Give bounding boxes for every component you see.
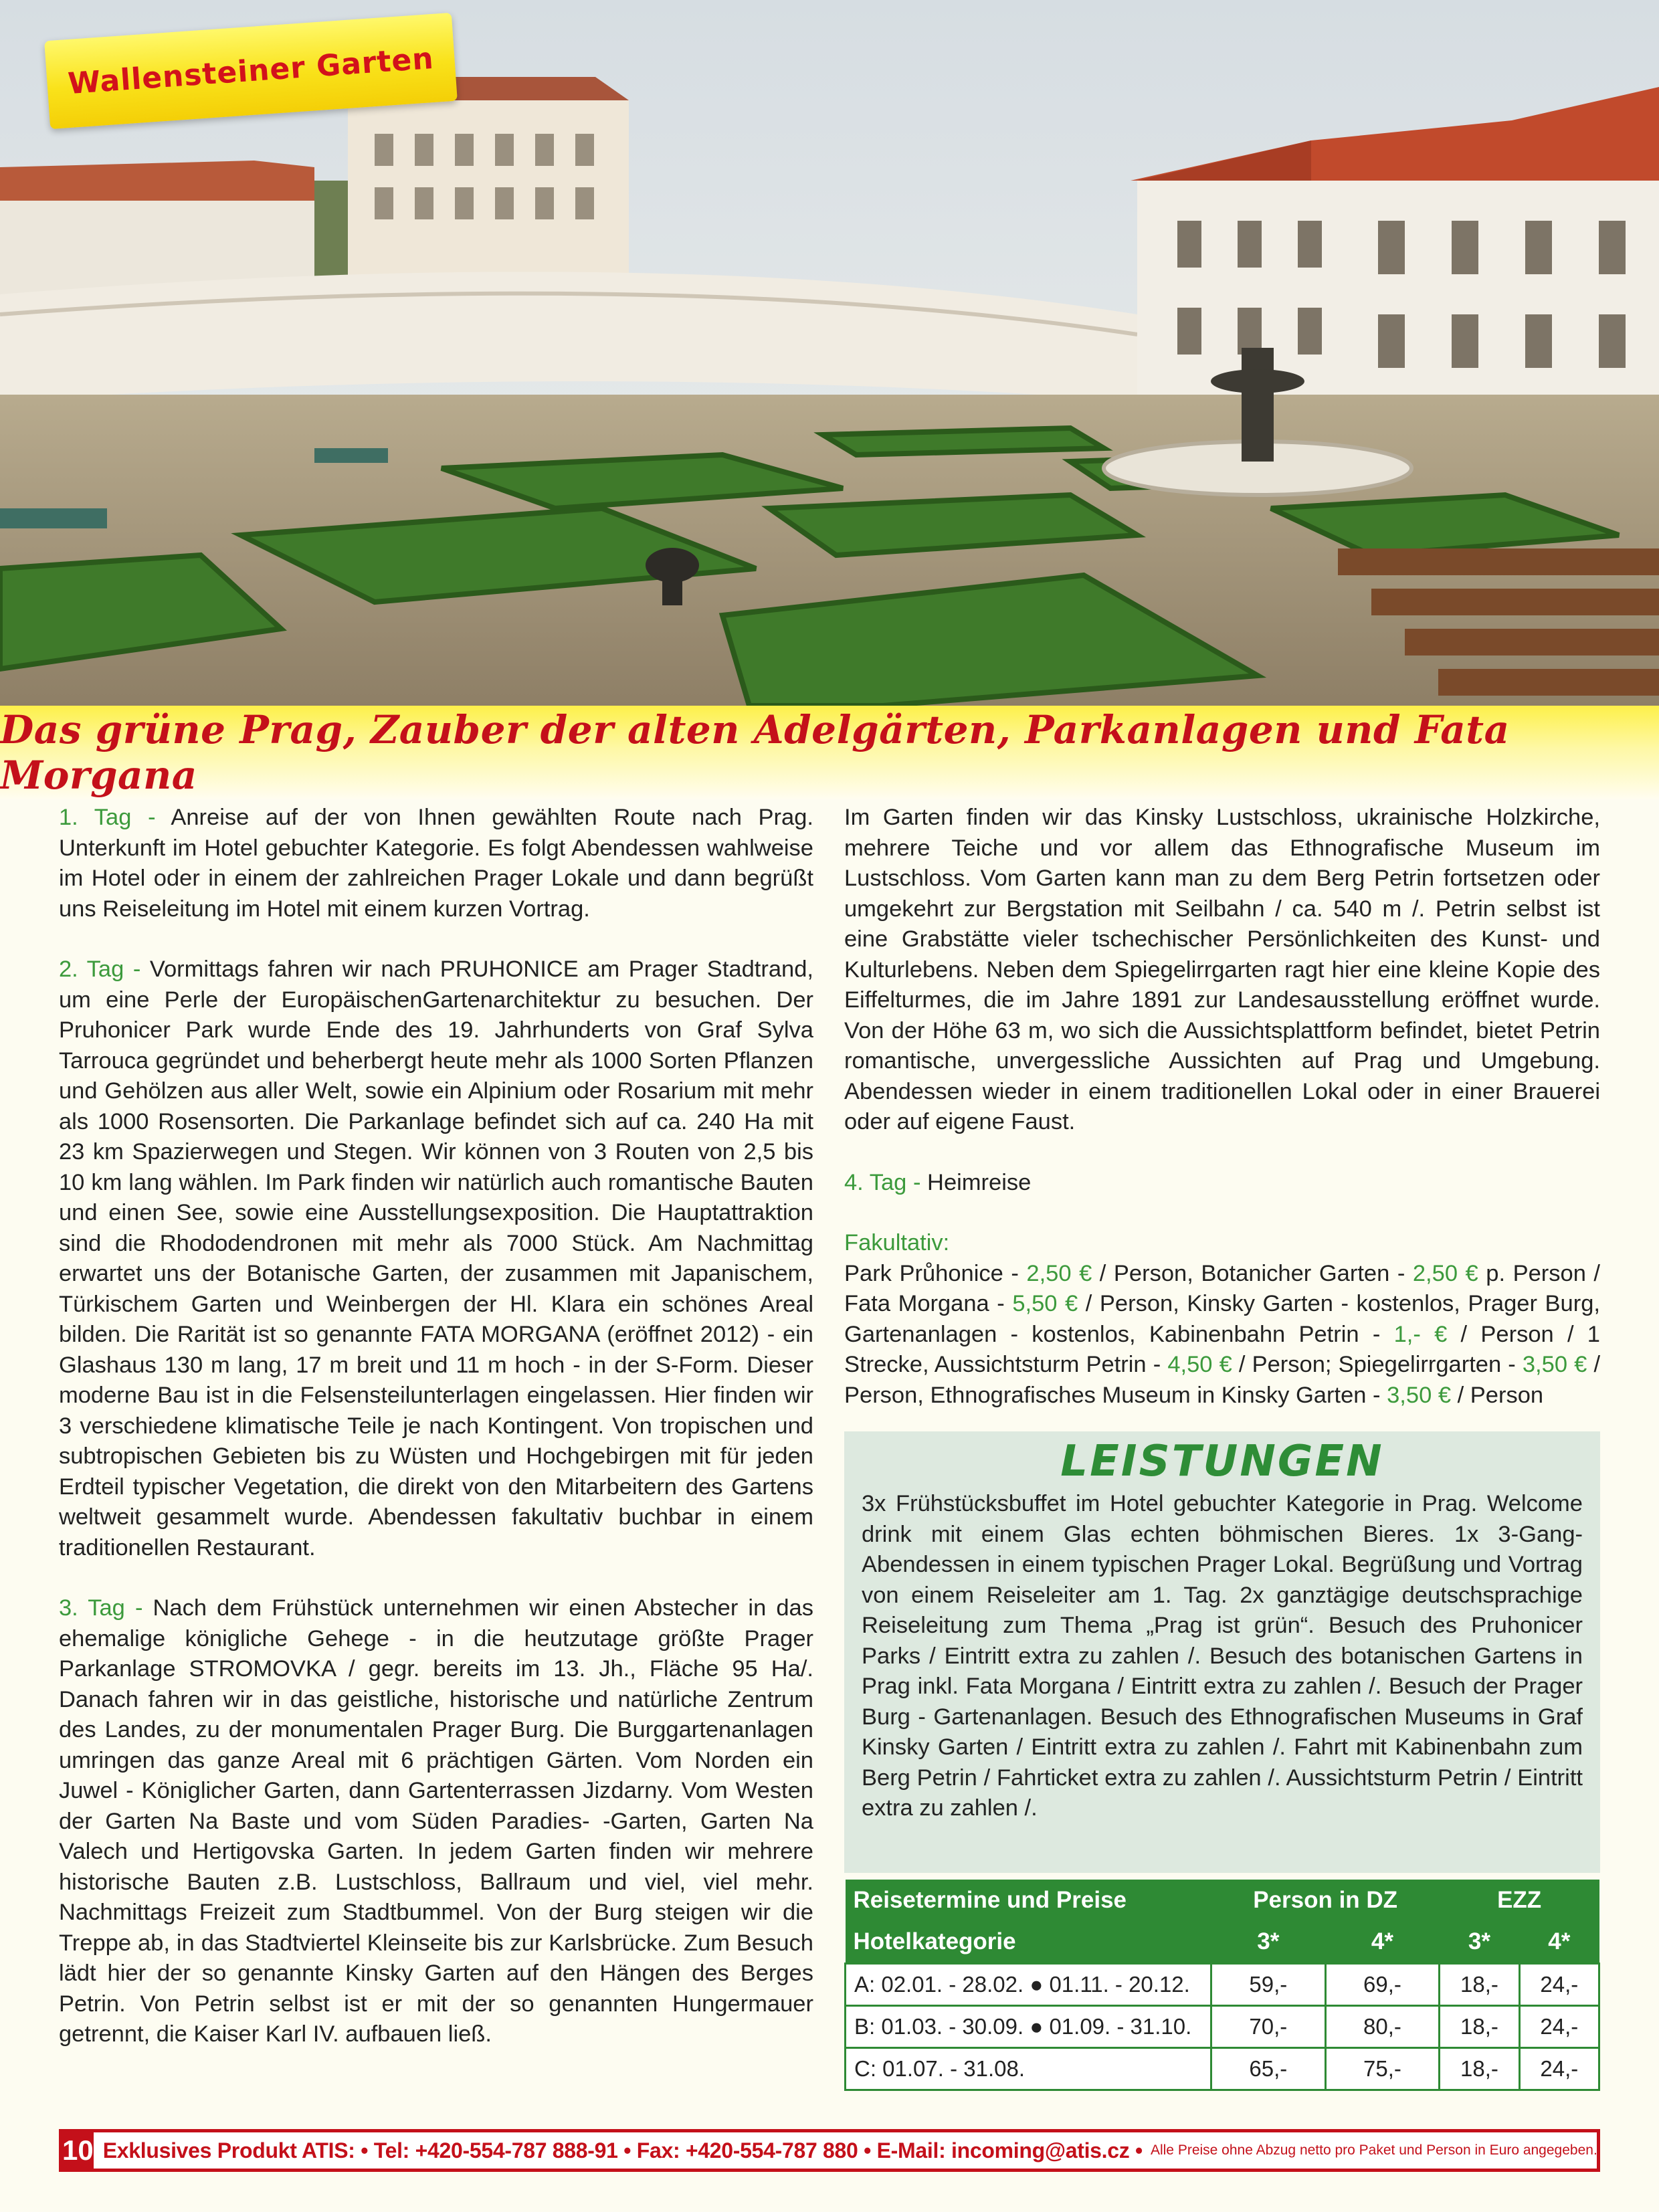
- table-row: [846, 2006, 1599, 2048]
- price-cell: 24,-: [1519, 1964, 1599, 2006]
- day-1-label: 1. Tag -: [59, 805, 156, 830]
- table-row: [846, 1964, 1599, 2006]
- day-4-label: 4. Tag -: [844, 1169, 921, 1195]
- term-cell: C: 01.07. - 31.08.: [846, 2048, 1211, 2090]
- price-cell: 18,-: [1440, 1964, 1519, 2006]
- page-number: 10: [62, 2132, 94, 2169]
- day-2-paragraph: [59, 954, 813, 1563]
- fak-text-5: / Person / 1 Strecke, Aussichtsturm Petrin -: [844, 1321, 1600, 1377]
- day-4-text: Heimreise: [920, 1169, 1032, 1195]
- price-cell: 80,-: [1325, 2006, 1440, 2048]
- leistungen-text: 3x Frühstücksbuffet im Hotel gebuchter Kategorie in Prag. Welcome drink mit einem Glas echten böhmischen Bieres. 1x 3-Gang-Abendessen in einem typischen Prager Lokal. Begrüßung und Vortrag von einem Reiseleiter am 1. Tag. 2x ganztägige deutschsprachige Reiseleitung zum Thema „Prag ist grün“. Besuch des Pruhonicer Parks / Eintritt extra zu zahlen /. Besuch des botanischen Gartens in Prag inkl. Fata Morgana / Eintritt extra zu zahlen /. Besuch der Prager Burg - Gartenanlagen. Besuch des Ethnografischen Museums in Graf Kinsky Garten / Eintritt extra zu zahlen /. Fahrt mit Kabinenbahn zum Berg Petrin / Fahrticket extra zu zahlen /. Aussichtsturm Petrin / Eintritt extra zu zahlen /.: [862, 1491, 1583, 1821]
- day-3-label: 3. Tag -: [59, 1595, 143, 1621]
- leistungen-title: LEISTUNGEN: [1060, 1437, 1384, 1486]
- header-dz-4star: 4*: [1325, 1921, 1440, 1964]
- price-cell: 70,-: [1211, 2006, 1326, 2048]
- fak-text-2: / Person, Botanicher Garten -: [1092, 1260, 1413, 1286]
- price-cell: 59,-: [1211, 1964, 1326, 2006]
- day-3-text: Nach dem Frühstück unternehmen wir einen Abstecher in das ehemalige königliche Gehege - in die heutzutage größte Prager Parkanlage STROMOVKA / gegr. bereits im 13. Jh., Fläche 95 Ha/. Danach fahren wir in das geistliche, historische und natürliche Zentrum des Landes, zu der monumentalen Prager Burg. Die Burggartenanlagen umringen das ganze Areal mit 6 prächtigen Gärten. Vom Norden ein Juwel - Königlicher Garten, dann Gartenterrassen Jizdarny. Vom Westen der Garten Na Baste und vom Süden Paradies- -Garten, Garten Na Valech und Hertigovska Garten. In jedem Garten finden wir mehrere historische Bauten z.B. Lustschloss, Ballraum und viel, viel mehr. Nachmittags Freizeit zum Stadtbummel. Von der Burg steigen wir die Treppe ab, in das Stadtviertel Kleinseite bis zur Karlsbrücke. Zum Besuch lädt hier der so genannte Kinsky Garten auf den Hängen des Berges Petrin. Von Petrin selbst ist er mit der so genannten Hungermauer getrennt, die Kaiser Karl IV. aufbauen ließ.: [59, 1595, 813, 2047]
- fak-price-7: 3,50 €: [1387, 1382, 1452, 1408]
- photo-label: Wallensteiner Garten: [66, 41, 435, 101]
- headline-band: [0, 706, 1659, 799]
- footer-bar: [59, 2129, 1600, 2172]
- price-cell: 18,-: [1440, 2006, 1519, 2048]
- fakultativ-label: Fakultativ:: [844, 1230, 950, 1255]
- page-headline: Das grüne Prag, Zauber der alten Adelgärten, Parkanlagen und Fata Morgana: [0, 707, 1510, 798]
- header-hotel-category: Hotelkategorie: [846, 1921, 1211, 1964]
- fak-text-3: p. Person / Fata Morgana -: [844, 1260, 1601, 1316]
- term-cell: B: 01.03. - 30.09. ● 01.09. - 31.10.: [846, 2006, 1211, 2048]
- price-cell: 24,-: [1519, 2048, 1599, 2090]
- day-3-continued: Im Garten finden wir das Kinsky Lustschloss, ukrainische Holzkirche, mehrere Teiche und vor allem das Ethnografische Museum im Lustschloss. Vom Garten kann man zu dem Berg Petrin fortsetzen oder umgekehrt zur Bergstation mit Seilbahn / ca. 540 m /. Petrin selbst ist eine Grabstätte vieler tschechischer Persönlichkeiten des Kunst- und Kulturlebens. Neben dem Spiegelirrgarten ragt hier eine kleine Kopie des Eiffelturmes, die im Jahre 1891 zur Landesausstellung eröffnet wurde. Von der Höhe 63 m, wo sich die Aussichtsplattform befindet, bietet Petrin romantische, unvergessliche Aussichten auf Prag und Umgebung. Abendessen wieder in einem traditionellen Lokal oder in einer Brauerei oder auf eigene Faust.: [844, 805, 1600, 1134]
- day-3-paragraph: [59, 1593, 813, 2050]
- fak-price-3: 5,50 €: [1012, 1291, 1078, 1316]
- day-4-paragraph: [844, 1168, 1600, 1199]
- fak-price-6: 3,50 €: [1522, 1352, 1587, 1377]
- price-table: [844, 1880, 1600, 2091]
- price-cell: 24,-: [1519, 2006, 1599, 2048]
- fak-text-6: / Person; Spiegelirrgarten -: [1232, 1352, 1523, 1377]
- price-cell: 65,-: [1211, 2048, 1326, 2090]
- itinerary-left-column: [59, 803, 813, 2080]
- header-person-dz: Person in DZ: [1211, 1880, 1440, 1921]
- fakultativ-paragraph: [844, 1228, 1600, 1411]
- fak-text-8: / Person: [1451, 1382, 1544, 1408]
- price-table-header-row-1: [846, 1880, 1599, 1921]
- day-1-paragraph: [59, 803, 813, 924]
- day-1-text: Anreise auf der von Ihnen gewählten Route nach Prag. Unterkunft im Hotel gebuchter Kategorie. Es folgt Abendessen wahlweise im Hotel oder in einem der zahlreichen Prager Lokale und dann begrüßt uns Reiseleitung im Hotel mit einem kurzen Vortrag.: [59, 805, 814, 922]
- price-table-header-row-2: [846, 1921, 1599, 1964]
- garden-photo: [0, 0, 1659, 706]
- fak-price-1: 2,50 €: [1026, 1260, 1092, 1286]
- itinerary-right-column: [844, 803, 1600, 1441]
- leistungen-box: [844, 1431, 1600, 1873]
- header-dz-3star: 3*: [1211, 1921, 1326, 1964]
- header-dates-prices: Reisetermine und Preise: [846, 1880, 1211, 1921]
- header-ezz-3star: 3*: [1440, 1921, 1519, 1964]
- price-cell: 18,-: [1440, 2048, 1519, 2090]
- fak-price-5: 4,50 €: [1167, 1352, 1232, 1377]
- price-cell: 69,-: [1325, 1964, 1440, 2006]
- price-cell: 75,-: [1325, 2048, 1440, 2090]
- day-2-text: Vormittags fahren wir nach PRUHONICE am Prager Stadtrand, um eine Perle der EuropäischenGartenarchitektur zu besuchen. Der Pruhonicer Park wurde Ende des 19. Jahrhunderts von Graf Sylva Tarrouca gegründet und beherbergt heute mehr als 1000 Sorten Pflanzen und Gehölzen aus aller Welt, sowie ein Alpinium oder Rosarium mit mehr als 1000 Rosensorten. Die Parkanlage befindet sich auf ca. 240 Ha mit 23 km Spazierwegen und Stegen. Wir können von 3 Routen von 2,5 bis 10 km lang wählen. Im Park finden wir natürlich auch romantische Bauten und einen See, sowie eine Ausstellungsexposition. Die Hauptattraktion sind die Rhododendronen mit mehr als 7000 Stück. Am Nachmittag erwartet uns der Botanische Garten, der zusammen mit Japanischem, Türkischem Garten und Weinbergen der Hl. Klara ein schönes Areal bilden. Die Rarität ist so genannte FATA MORGANA (eröffnet 2012) - ein Glashaus 130 m lang, 17 m breit und 11 m hoch - in der S-Form. Dieser moderne Bau ist in die Felsensteilunterlagen eingelassen. Hier finden wir 3 verschiedene klimatische Teile je nach Kontingent. Von tropischen und subtropischen Gebieten bis zu Wüsten und Hochgebirgen mit für jeden Erdteil typischer Vegetation, die direkt von den Mitarbeitern des Gartens weltweit gesammelt wurde. Abendessen fakultativ buchbar in einem traditionellen Restaurant.: [59, 957, 813, 1561]
- fak-price-2: 2,50 €: [1412, 1260, 1478, 1286]
- fak-price-4: 1,- €: [1393, 1321, 1448, 1347]
- fak-text-4: / Person, Kinsky Garten - kostenlos, Prager Burg, Gartenanlagen - kostenlos, Kabinenbahn Petrin -: [844, 1291, 1600, 1347]
- term-cell: A: 02.01. - 28.02. ● 01.11. - 20.12.: [846, 1964, 1211, 2006]
- header-ezz-4star: 4*: [1519, 1921, 1599, 1964]
- fak-text-7: / Person, Ethnografisches Museum in Kinsky Garten -: [844, 1352, 1601, 1408]
- footer-contact: Exklusives Produkt ATIS: • Tel: +420-554-787 888-91 • Fax: +420-554-787 880 • E-Mail: incoming@atis.cz •: [102, 2138, 1143, 2163]
- day-2-label: 2. Tag -: [59, 957, 141, 982]
- footer-note: Alle Preise ohne Abzug netto pro Paket und Person in Euro angegeben.: [1150, 2142, 1597, 2158]
- header-ezz: EZZ: [1440, 1880, 1599, 1921]
- fak-text-1: Park Průhonice -: [844, 1260, 1027, 1286]
- table-row: [846, 2048, 1599, 2090]
